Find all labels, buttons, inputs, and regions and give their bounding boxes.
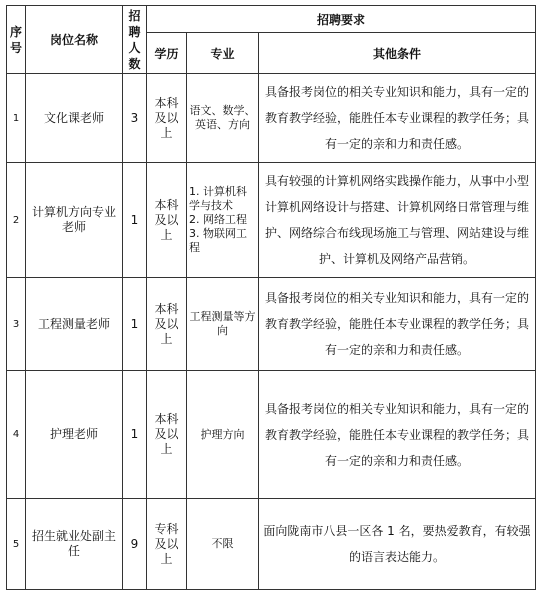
cell-education: 本科及以上 [147,74,187,163]
cell-count: 1 [123,278,147,371]
cell-count: 1 [123,163,147,278]
table-row [7,163,536,278]
cell-major: 工程测量等方向 [187,278,259,371]
cell-major: 不限 [187,499,259,590]
header-requirements: 招聘要求 [147,6,536,33]
cell-position: 计算机方向专业老师 [26,163,123,278]
cell-position: 文化课老师 [26,74,123,163]
table-row [7,371,536,499]
cell-education: 本科及以上 [147,278,187,371]
header-other: 其他条件 [259,33,536,74]
cell-education: 本科及以上 [147,371,187,499]
cell-position: 招生就业处副主任 [26,499,123,590]
cell-major: 语文、数学、英语、方向 [187,74,259,163]
table-row [7,499,536,590]
cell-education: 专科及以上 [147,499,187,590]
header-seq: 序号 [7,6,26,74]
cell-count: 3 [123,74,147,163]
cell-other: 具备报考岗位的相关专业知识和能力，具有一定的教育教学经验，能胜任本专业课程的教学任务；具有一定的亲和力和责任感。 [259,74,536,163]
cell-seq: 1 [7,74,26,163]
header-count: 招聘人数 [123,6,147,74]
cell-count: 1 [123,371,147,499]
cell-seq: 3 [7,278,26,371]
cell-other: 具备报考岗位的相关专业知识和能力，具有一定的教育教学经验，能胜任本专业课程的教学任务；具有一定的亲和力和责任感。 [259,278,536,371]
cell-education: 本科及以上 [147,163,187,278]
cell-seq: 2 [7,163,26,278]
cell-count: 9 [123,499,147,590]
header-position: 岗位名称 [26,6,123,74]
cell-other: 具备报考岗位的相关专业知识和能力，具有一定的教育教学经验，能胜任本专业课程的教学任务；具有一定的亲和力和责任感。 [259,371,536,499]
header-education: 学历 [147,33,187,74]
cell-other: 具有较强的计算机网络实践操作能力，从事中小型计算机网络设计与搭建、计算机网络日常管理与维护、网络综合布线现场施工与管理、网站建设与维护、计算机及网络产品营销。 [259,163,536,278]
header-major: 专业 [187,33,259,74]
cell-seq: 5 [7,499,26,590]
cell-major: 护理方向 [187,371,259,499]
table-row [7,74,536,163]
cell-position: 护理老师 [26,371,123,499]
cell-seq: 4 [7,371,26,499]
major-list-item: 1. 计算机科学与技术 [189,185,247,212]
cell-other: 面向陇南市八县一区各 1 名，要热爱教育，有较强的语言表达能力。 [259,499,536,590]
major-list-item: 2. 网络工程 [189,213,247,226]
table-row [7,278,536,371]
major-list-item: 3. 物联网工程 [189,227,247,254]
cell-position: 工程测量老师 [26,278,123,371]
recruitment-table [6,5,536,590]
cell-major [187,163,259,278]
